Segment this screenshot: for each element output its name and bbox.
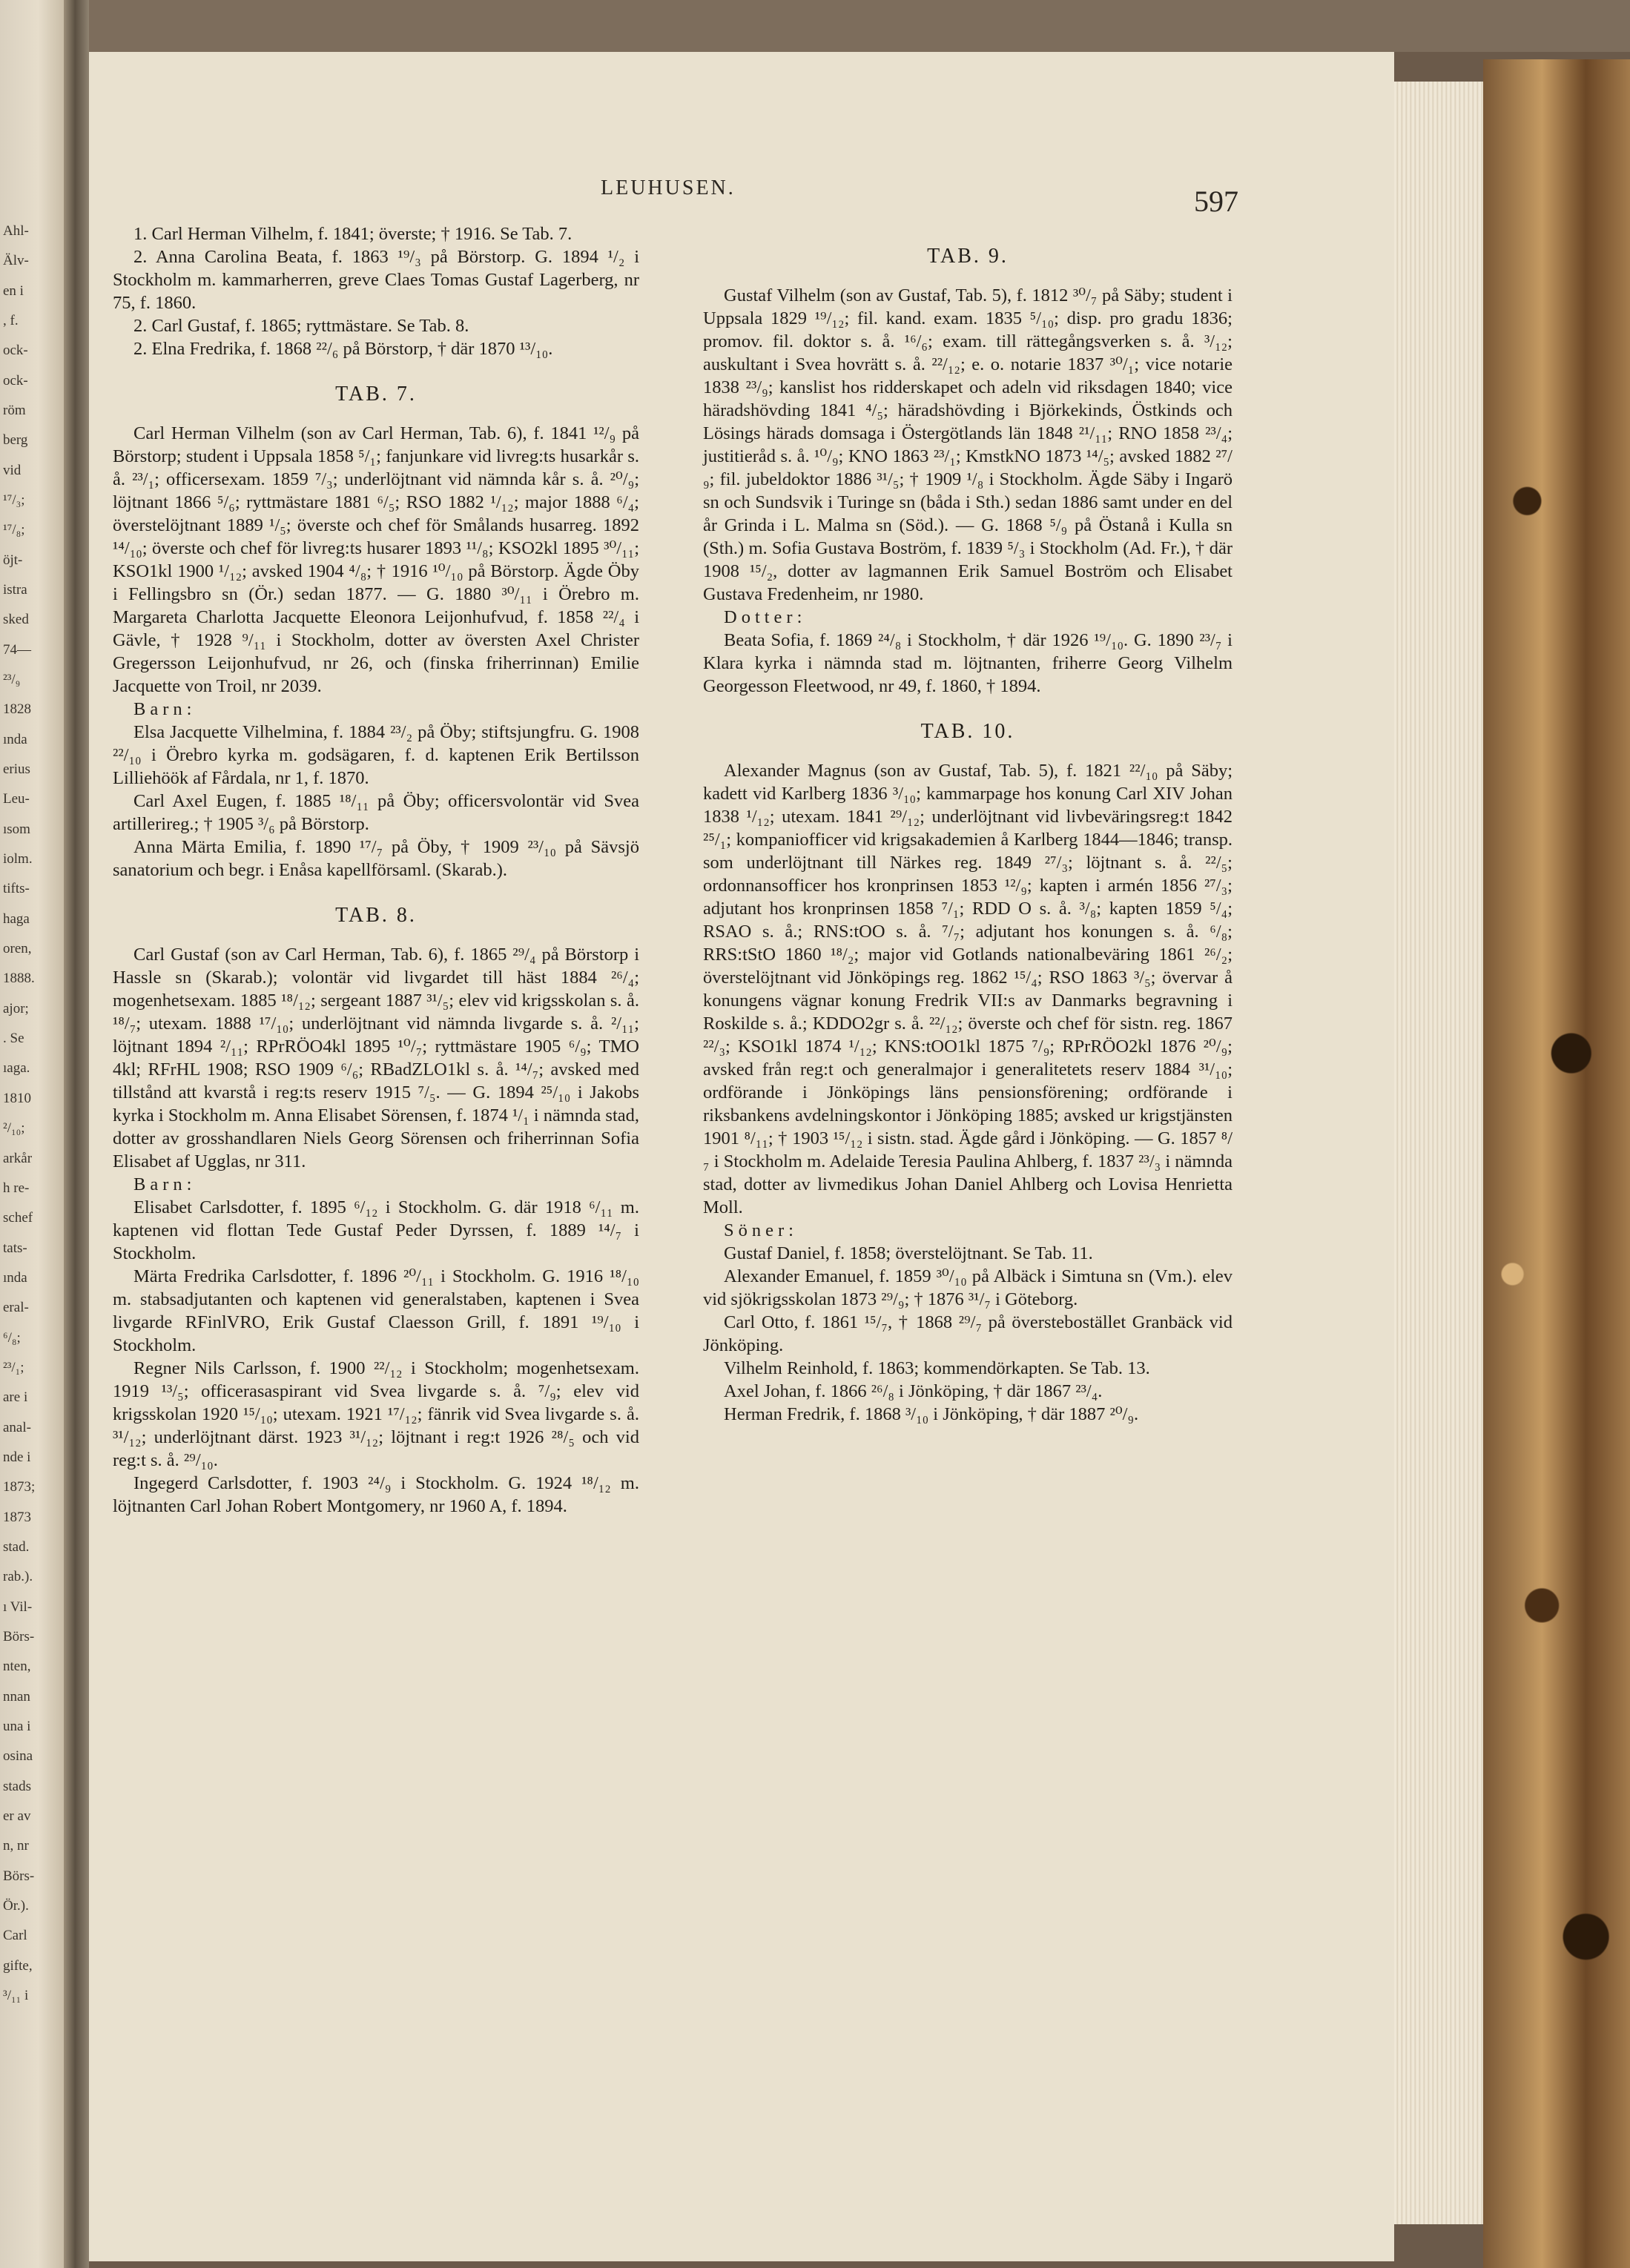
children-subheading: Barn: xyxy=(133,699,197,719)
left-page-fragment: en i xyxy=(3,283,24,299)
left-page-fragment: Leu- xyxy=(3,791,30,807)
entry-paragraph: 2. Elna Fredrika, f. 1868 ²²/₆ på Börstorp, † där 1870 ¹³/₁₀. xyxy=(133,339,553,359)
left-page-fragment: 1828 xyxy=(3,701,31,717)
left-page-fragment: ²/₁₀; xyxy=(3,1120,25,1136)
left-page-fragment: ²³/₉ xyxy=(3,672,21,687)
left-page-fragment: una i xyxy=(3,1719,31,1734)
entry-paragraph: Anna Märta Emilia, f. 1890 ¹⁷/₇ på Öby, † 1909 ²³/₁₀ på Sävsjö sanatorium och begr. i Enåsa kapellförsaml. (Skarab.). xyxy=(113,837,639,880)
entry-paragraph: Regner Nils Carlsson, f. 1900 ²²/₁₂ i Stockholm; mogenhetsexam. 1919 ¹³/₅; officerasaspirant vid Svea livgarde s. å. ⁷/₉; elev vid krigsskolan 1920 ¹⁵/₁₀; utexam. 1921 ¹⁷/₁₂; fänrik vid Svea livgarde s. å. ³¹/₁₂; underlöjtnant därst. 1923 ³¹/₁₂; löjtnant i reg:t 1926 ²⁸/₅ och vid reg:t s. å. ²⁹/₁₀. xyxy=(113,1358,639,1470)
page-edges xyxy=(1394,82,1483,2224)
entry-paragraph: Vilhelm Reinhold, f. 1863; kommendörkapten. Se Tab. 13. xyxy=(724,1358,1150,1378)
left-page-fragment: nten, xyxy=(3,1659,31,1674)
table-heading: TAB. 8. xyxy=(335,904,417,927)
left-page-fragment: 1888. xyxy=(3,971,35,986)
left-page-fragment: oren, xyxy=(3,941,32,956)
left-page-fragment: arkår xyxy=(3,1151,33,1166)
entry-paragraph: Gustaf Vilhelm (son av Gustaf, Tab. 5), f. 1812 ³⁰/₇ på Säby; student i Uppsala 1829 ¹⁹/₁₂; fil. kand. exam. 1835 ⁵/₁₀; disp. pro gradu 1836; promov. fil. doktor s. å. ¹⁶/₆; exam. till rättegångsverken s. å. ³/₁₂; auskultant i Svea hovrätt s. å. ²²/₁₂; e. o. notarie 1837 ³⁰/₁; vice notarie 1838 ²³/₉; kanslist hos ridderskapet och adeln vid riksdagen 1840; vice häradshövding 1841 ⁴/₅; häradshövding i Björkekinds, Östkinds och Lösings härads domsaga i Östergötlands län 1848 ²¹/₁₁; RNO 1858 ²³/₄; justitieråd s. å. ¹⁰/₉; KNO 1863 ²³/₁; KmstkNO 1873 ¹⁴/₅; avsked 1882 ²⁷/₉; fil. jubeldoktor 1886 ³¹/₅; † 1909 ¹/₈ i Stockholm. Ägde Säby i Ingarö sn och Sundsvik i Turinge sn (båda i Sth.) sedan 1886 samt under en del år Grinda i L. Malma sn (Söd.). — G. 1868 ⁵/₉ på Östanå i Kulla sn (Sth.) m. Sofia Gustava Boström, f. 1839 ⁵/₃ i Stockholm (Ad. Fr.), † där 1908 ¹⁵/₂, dotter av lagmannen Erik Samuel Boström och Elisabet Gustava Fredenheim, nr 1980. xyxy=(703,285,1233,604)
children-subheading: Dotter: xyxy=(724,607,807,627)
left-page-fragment: Älv- xyxy=(3,253,29,268)
left-page-fragment: Carl xyxy=(3,1928,27,1943)
table-heading: TAB. 9. xyxy=(927,245,1009,268)
entry-paragraph: Ingegerd Carlsdotter, f. 1903 ²⁴/₉ i Stockholm. G. 1924 ¹⁸/₁₂ m. löjtnanten Carl Johan Robert Montgomery, nr 1960 A, f. 1894. xyxy=(113,1473,639,1516)
left-page-fragment: ıaga. xyxy=(3,1060,30,1076)
left-column xyxy=(113,222,639,1518)
left-page-fragment: sked xyxy=(3,612,29,627)
left-page-fragment: ²³/₁; xyxy=(3,1360,24,1375)
left-page-fragment: . Se xyxy=(3,1031,24,1046)
left-page-fragment: nnan xyxy=(3,1689,30,1705)
left-page-fragment: nde i xyxy=(3,1449,31,1465)
left-page-fragment: Ahl- xyxy=(3,223,29,239)
left-page-fragment: istra xyxy=(3,582,27,598)
left-page-fragment: stad. xyxy=(3,1539,30,1555)
left-page-fragment: eral- xyxy=(3,1300,29,1315)
left-page-fragment: osina xyxy=(3,1748,33,1764)
left-page-fragment: Börs- xyxy=(3,1629,35,1644)
left-page-fragment: ³/₁₁ i xyxy=(3,1988,29,2003)
table-heading: TAB. 7. xyxy=(335,383,417,406)
left-page-fragment: rab.). xyxy=(3,1569,33,1584)
entry-paragraph: Herman Fredrik, f. 1868 ³/₁₀ i Jönköping, † där 1887 ²⁰/₉. xyxy=(724,1404,1139,1424)
left-page-fragment: ında xyxy=(3,1270,27,1286)
left-page-fragment: 74— xyxy=(3,642,31,658)
book-top-shadow xyxy=(0,0,1630,52)
right-column xyxy=(703,222,1233,1426)
left-page-fragment: ock- xyxy=(3,373,28,389)
left-page-fragment: ajor; xyxy=(3,1001,29,1016)
left-page-fragment: stads xyxy=(3,1779,31,1794)
left-page-fragment: tats- xyxy=(3,1240,27,1256)
left-page-fragment: ¹⁷/₈; xyxy=(3,522,25,538)
marbled-cover xyxy=(1483,59,1630,2268)
left-page-edge xyxy=(0,0,64,2268)
left-page-fragment: berg xyxy=(3,432,28,448)
left-page-fragment: ¹⁷/₃; xyxy=(3,492,25,508)
children-subheading: Söner: xyxy=(724,1220,798,1240)
left-page-fragment: ⁶/₈; xyxy=(3,1330,21,1346)
left-page-fragment: , f. xyxy=(3,313,19,328)
entry-paragraph: Carl Gustaf (son av Carl Herman, Tab. 6), f. 1865 ²⁹/₄ på Börstorp i Hassle sn (Skarab.); volontär vid livgardet till häst 1884 ²⁶/₄; mogenhetsexam. 1885 ¹⁸/₁₂; sergeant 1887 ³¹/₅; elev vid krigsskolan s. å. ¹⁸/₇; utexam. 1888 ¹⁷/₁₀; underlöjtnant vid nämnda livgarde s. å. ²/₁₁; löjtnant 1894 ²/₁₁; RPrRÖO4kl 1895 ¹⁰/₇; ryttmästare 1905 ⁶/₉; TMO 4kl; RFrHL 1908; RSO 1909 ⁶/₆; RBadZLO1kl s. å. ¹⁴/₇; avsked med tillstånd att kvarstå i reg:ts reserv 1915 ⁷/₅. — G. 1894 ²⁵/₁₀ i Jakobs kyrka i Stockholm m. Anna Elisabet Sörensen, f. 1874 ¹/₁ i nämnda stad, dotter av grosshandlaren Niels Georg Sörensen och friherrinnan Sofia Elisabet af Ugglas, nr 311. xyxy=(113,945,639,1171)
left-page-fragment: er av xyxy=(3,1808,31,1824)
entry-paragraph: Carl Axel Eugen, f. 1885 ¹⁸/₁₁ på Öby; officersvolontär vid Svea artillerireg.; † 1905 ³/₆ på Börstorp. xyxy=(113,791,639,834)
left-page-fragment: n, nr xyxy=(3,1838,29,1854)
left-page-fragment: öjt- xyxy=(3,552,23,568)
book-gutter xyxy=(64,0,89,2268)
left-page-fragment: haga xyxy=(3,911,30,927)
left-page-fragment: gifte, xyxy=(3,1958,33,1974)
entry-paragraph: Axel Johan, f. 1866 ²⁶/₈ i Jönköping, † där 1867 ²³/₄. xyxy=(724,1381,1103,1401)
entry-paragraph: Alexander Emanuel, f. 1859 ³⁰/₁₀ på Albäck i Simtuna sn (Vm.). elev vid sjökrigsskolan 1873 ²⁹/₉; † 1876 ³¹/₇ i Göteborg. xyxy=(703,1266,1233,1309)
left-page-fragment: 1810 xyxy=(3,1091,31,1106)
entry-paragraph: 1. Carl Herman Vilhelm, f. 1841; överste; † 1916. Se Tab. 7. xyxy=(133,224,573,244)
table-heading: TAB. 10. xyxy=(920,720,1015,743)
left-page-fragment: ısom xyxy=(3,821,30,837)
left-page-fragment: vid xyxy=(3,463,22,478)
left-page-fragment: 1873 xyxy=(3,1510,31,1525)
left-page-fragment: Ör.). xyxy=(3,1898,29,1914)
left-page-fragment: ock- xyxy=(3,343,28,358)
entry-paragraph: Carl Herman Vilhelm (son av Carl Herman, Tab. 6), f. 1841 ¹²/₉ på Börstorp; student i Uppsala 1858 ⁵/₁; fanjunkare vid livreg:ts husarkår s. å. ²³/₁; officersexam. 1859 ⁷/₃; underlöjtnant vid nämnda kår s. å. ²⁰/₉; löjtnant 1866 ⁵/₆; ryttmästare 1881 ⁶/₅; RSO 1882 ¹/₁₂; major 1888 ⁶/₄; överstelöjtnant 1889 ¹/₅; överste och chef för Smålands husarreg. 1892 ¹⁴/₁₀; överste och chef för livreg:ts husarer 1893 ¹¹/₈; KSO2kl 1895 ³⁰/₁₁; KSO1kl 1900 ¹/₁₂; avsked 1904 ⁴/₈; † 1916 ¹⁰/₁₀ på Börstorp. Ägde Öby i Fellingsbro sn (Ör.) sedan 1877. — G. 1880 ³⁰/₁₁ i Örebro m. Margareta Charlotta Jacquette Eleonora Leijonhufvud, f. 1858 ²²/₄ i Gävle, † 1928 ⁹/₁₁ i Stockholm, dotter av översten Axel Christer Gregersson Leijonhufvud, nr 26, och (finska friherrinnan) Emilie Jacquette von Troil, nr 2039. xyxy=(113,423,639,696)
left-page-fragment: h re- xyxy=(3,1180,30,1196)
left-page-fragment: iolm. xyxy=(3,851,33,867)
entry-paragraph: Elsa Jacquette Vilhelmina, f. 1884 ²³/₂ på Öby; stiftsjungfru. G. 1908 ²²/₁₀ i Örebro kyrka m. godsägaren, f. d. kaptenen Erik Bertilsson Lilliehöök af Fårdala, nr 1, f. 1870. xyxy=(113,722,639,788)
left-page-fragment: Börs- xyxy=(3,1868,35,1884)
running-head: LEUHUSEN. xyxy=(601,176,736,199)
left-page-fragment: anal- xyxy=(3,1420,31,1435)
entry-paragraph: 2. Carl Gustaf, f. 1865; ryttmästare. Se Tab. 8. xyxy=(133,316,469,336)
children-subheading: Barn: xyxy=(133,1174,197,1194)
left-page-fragment: erius xyxy=(3,761,30,777)
page-number: 597 xyxy=(1194,185,1238,218)
left-page-fragment: ı Vil- xyxy=(3,1599,33,1615)
left-page-fragment: ında xyxy=(3,732,27,747)
entry-paragraph: Carl Otto, f. 1861 ¹⁵/₇, † 1868 ²⁹/₇ på överstebostället Granbäck vid Jönköping. xyxy=(703,1312,1233,1355)
entry-paragraph: Alexander Magnus (son av Gustaf, Tab. 5), f. 1821 ²²/₁₀ på Säby; kadett vid Karlberg 1836 ³/₁₀; kammarpage hos konung Carl XIV Johan 1838 ¹/₁₂; utexam. 1841 ²⁹/₁₂; underlöjtnant vid livbeväringsreg:t 1842 ²⁵/₁; kompaniofficer vid krigsakademien å Karlberg 1844—1846; transp. som underlöjtnant till Närkes reg. 1849 ²⁷/₃; löjtnant s. å. ²²/₅; ordonnansofficer hos kronprinsen 1853 ¹²/₉; kapten i armén 1856 ²⁷/₃; adjutant hos kronprinsen 1858 ⁷/₁; RDD O s. å. ³/₈; kapten 1859 ⁵/₄; RSAO s. å.; RNS:tOO s. å. ⁷/₇; adjutant hos konungen s. å. ⁶/₈; RRS:tStO 1860 ¹⁸/₂; major vid Gotlands nationalbeväring 1861 ²⁶/₂; överstelöjtnant vid Jönköpings reg. 1862 ¹⁵/₄; RSO 1863 ³/₅; övervar å konungens vägnar konung Fredrik VII:s av Danmarks begravning i Roskilde s. å.; KDDO2gr s. å. ²²/₁₂; överste och chef för sistn. reg. 1867 ²²/₃; KSO1kl 1874 ¹/₁₂; KNS:tOO1kl 1875 ⁷/₉; RPrRÖO2kl 1876 ²⁰/₉; avsked från reg:t och generalmajor i generalitetets reserv 1884 ³¹/₁₀; ordförande i Jönköpings läns pensionsförening; ordförande i riksbankens avdelningskontor i Jönköping 1885; avsked ur krigstjänsten 1901 ⁸/₁₁; † 1903 ¹⁵/₁₂ i sistn. stad. Ägde gård i Jönköping. — G. 1857 ⁸/₇ i Stockholm m. Adelaide Teresia Paulina Ahlberg, f. 1837 ²³/₃ i nämnda stad, dotter av livmedikus Johan Daniel Ahlberg och Lovisa Henrietta Moll. xyxy=(703,761,1233,1217)
left-page-fragment: röm xyxy=(3,403,26,418)
left-page-fragment: 1873; xyxy=(3,1479,36,1495)
entry-paragraph: Märta Fredrika Carlsdotter, f. 1896 ²⁰/₁₁ i Stockholm. G. 1916 ¹⁸/₁₀ m. stabsadjutanten och kaptenen vid generalstaben, kaptenen i Svea livgarde RFinlVRO, Erik Gustaf Claesson Grill, f. 1891 ¹⁹/₁₀ i Stockholm. xyxy=(113,1266,639,1355)
left-page-fragment: schef xyxy=(3,1210,33,1226)
left-page-fragment: are i xyxy=(3,1389,28,1405)
entry-paragraph: Beata Sofia, f. 1869 ²⁴/₈ i Stockholm, † där 1926 ¹⁹/₁₀. G. 1890 ²³/₇ i Klara kyrka i nämnda stad m. löjtnanten, friherre Georg Vilhelm Georgesson Fleetwood, nr 49, f. 1860, † 1894. xyxy=(703,630,1233,696)
entry-paragraph: 2. Anna Carolina Beata, f. 1863 ¹⁹/₃ på Börstorp. G. 1894 ¹/₂ i Stockholm m. kammarherren, greve Claes Tomas Gustaf Lagerberg, nr 75, f. 1860. xyxy=(113,247,639,313)
entry-paragraph: Elisabet Carlsdotter, f. 1895 ⁶/₁₂ i Stockholm. G. där 1918 ⁶/₁₁ m. kaptenen vid flottan Tede Gustaf Peder Dyrssen, f. 1889 ¹⁴/₇ i Stockholm. xyxy=(113,1197,639,1263)
entry-paragraph: Gustaf Daniel, f. 1858; överstelöjtnant. Se Tab. 11. xyxy=(724,1243,1093,1263)
left-page-fragment: tifts- xyxy=(3,881,30,896)
